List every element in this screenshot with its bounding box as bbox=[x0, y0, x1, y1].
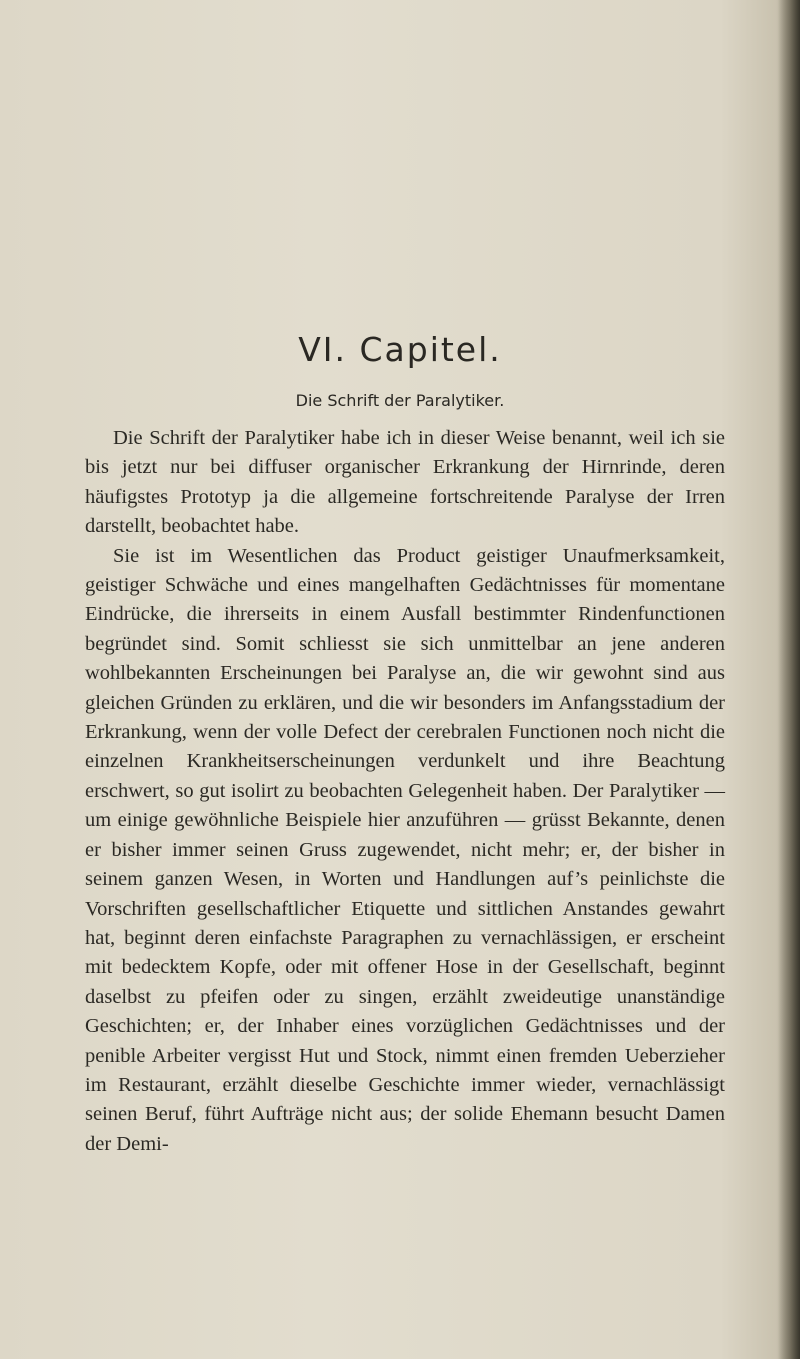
paragraph-2: Sie ist im Wesentlichen das Product geistiger Unaufmerksamkeit, geistiger Schwäche und eines mangelhaften Gedächtnisses für momentane Eindrücke, die ihrerseits in einem Ausfall bestimmter Rindenfunctionen begründet sind. Somit schliesst sie sich unmittelbar an jene anderen wohlbekannten Erscheinungen bei Paralyse an, die wir gewohnt sind aus gleichen Gründen zu erklären, und die wir besonders im Anfangsstadium der Erkrankung, wenn der volle Defect der cerebralen Functionen noch nicht die einzelnen Krankheitserscheinungen verdunkelt und ihre Beachtung erschwert, so gut isolirt zu beobachten Gelegenheit haben. Der Paralytiker — um einige gewöhnliche Beispiele hier anzuführen — grüsst Bekannte, denen er bisher immer seinen Gruss zugewendet, nicht mehr; er, der bisher in seinem ganzen Wesen, in Worten und Handlungen auf’s peinlichste die Vorschriften gesellschaftlicher Etiquette und sittlichen Anstandes gewahrt hat, beginnt deren einfachste Paragraphen zu vernachlässigen, er erscheint mit bedecktem Kopfe, oder mit offener Hose in der Gesellschaft, beginnt daselbst zu pfeifen oder zu singen, erzählt zweideutige unanständige Geschichten; er, der Inhaber eines vorzüglichen Gedächtnisses und der penible Arbeiter vergisst Hut und Stock, nimmt einen fremden Ueberzieher im Restaurant, erzählt dieselbe Geschichte immer wieder, vernachlässigt seinen Beruf, führt Aufträge nicht aus; der solide Ehemann besucht Damen der Demi- bbox=[85, 544, 725, 1155]
chapter-title: VI. Capitel. bbox=[298, 330, 502, 369]
paragraph-1: Die Schrift der Paralytiker habe ich in dieser Weise benannt, weil ich sie bis jetzt nur bei diffuser organischer Erkrankung der Hirnrinde, deren häufigstes Prototyp ja die allgemeine fortschreitende Paralyse der Irren darstellt, beobachtet habe. bbox=[85, 427, 725, 538]
body-text bbox=[85, 424, 725, 1159]
chapter-subtitle: Die Schrift der Paralytiker. bbox=[295, 391, 505, 410]
page-edge-shadow bbox=[778, 0, 800, 1359]
